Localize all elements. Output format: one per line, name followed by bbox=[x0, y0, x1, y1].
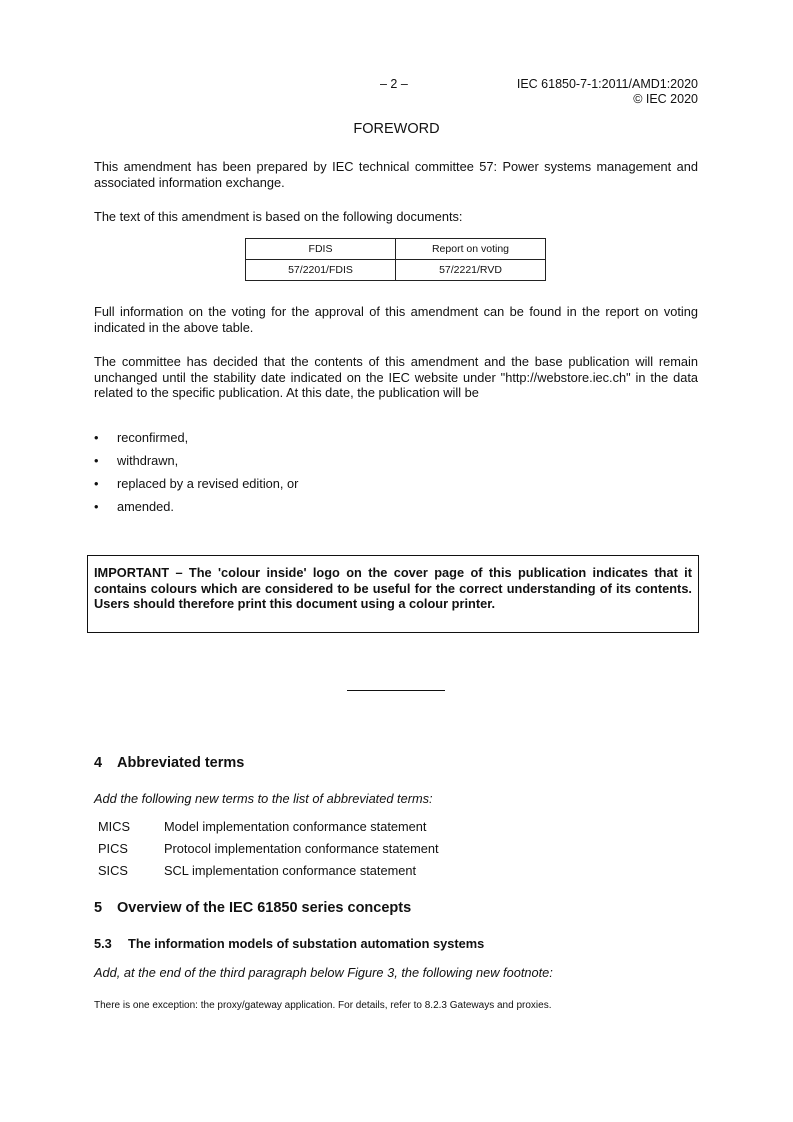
foreword-paragraph-committee: This amendment has been prepared by IEC technical committee 57: Power systems management and associated information exchange. bbox=[94, 159, 698, 190]
bullet-icon: • bbox=[94, 453, 99, 468]
list-item bbox=[94, 476, 298, 499]
term-abbreviation: MICS bbox=[98, 819, 130, 834]
copyright: © IEC 2020 bbox=[633, 92, 698, 106]
page-number: – 2 – bbox=[380, 77, 408, 91]
term-definition: SCL implementation conformance statement bbox=[164, 863, 417, 878]
section-5-3-instruction: Add, at the end of the third paragraph below Figure 3, the following new footnote: bbox=[94, 965, 553, 980]
table-cell-fdis: 57/2201/FDIS bbox=[246, 260, 396, 281]
doc-id: IEC 61850-7-1:2011/AMD1:2020 bbox=[516, 77, 698, 91]
section-5-heading bbox=[94, 900, 411, 916]
list-item-text: amended. bbox=[117, 499, 174, 514]
term-abbreviation: PICS bbox=[98, 841, 128, 856]
list-item-text: reconfirmed, bbox=[117, 430, 189, 445]
section-number: 5 bbox=[94, 900, 103, 916]
bullet-icon: • bbox=[94, 430, 99, 445]
table-header-report: Report on voting bbox=[396, 239, 546, 260]
section-title: The information models of substation automation systems bbox=[128, 936, 485, 951]
foreword-paragraph-documents: The text of this amendment is based on the following documents: bbox=[94, 209, 463, 224]
section-4-instruction: Add the following new terms to the list of abbreviated terms: bbox=[94, 791, 433, 806]
document-identifier bbox=[517, 77, 698, 107]
foreword-paragraph-stability: The committee has decided that the contents of this amendment and the base publication will remain unchanged until the stability date indicated on the IEC website under "http://webstore.iec.ch" in the data related to the specific publication. At this date, the publication will be bbox=[94, 354, 698, 400]
bullet-icon: • bbox=[94, 476, 99, 491]
list-item bbox=[94, 499, 298, 522]
table-cell-rvd: 57/2221/RVD bbox=[396, 260, 546, 281]
table-header-row bbox=[246, 239, 546, 260]
list-item-text: withdrawn, bbox=[117, 453, 179, 468]
section-number: 5.3 bbox=[94, 936, 112, 951]
section-number: 4 bbox=[94, 755, 103, 771]
bullet-icon: • bbox=[94, 499, 99, 514]
table-row bbox=[246, 260, 546, 281]
table-header-fdis: FDIS bbox=[246, 239, 396, 260]
section-4-heading bbox=[94, 755, 244, 771]
foreword-paragraph-voting: Full information on the voting for the approval of this amendment can be found in the report on voting indicated in the above table. bbox=[94, 304, 698, 335]
foreword-title: FOREWORD bbox=[353, 121, 440, 137]
list-item bbox=[94, 453, 298, 476]
list-item bbox=[98, 863, 439, 885]
list-item bbox=[98, 841, 439, 863]
list-item bbox=[98, 819, 439, 841]
term-definition: Protocol implementation conformance statement bbox=[164, 841, 439, 856]
section-title: Abbreviated terms bbox=[117, 755, 245, 771]
section-divider bbox=[347, 690, 445, 691]
voting-documents-table bbox=[245, 238, 546, 281]
section-5-3-heading bbox=[94, 936, 484, 951]
term-abbreviation: SICS bbox=[98, 863, 128, 878]
footnote-text: There is one exception: the proxy/gateway application. For details, refer to 8.2.3 Gateways and proxies. bbox=[94, 1000, 552, 1011]
publication-outcome-list bbox=[94, 430, 298, 522]
important-notice-box bbox=[87, 555, 699, 633]
list-item-text: replaced by a revised edition, or bbox=[117, 476, 299, 491]
section-title: Overview of the IEC 61850 series concepts bbox=[117, 900, 412, 916]
abbreviated-terms-list bbox=[98, 819, 439, 885]
list-item bbox=[94, 430, 298, 453]
term-definition: Model implementation conformance statement bbox=[164, 819, 427, 834]
important-notice-text: IMPORTANT – The 'colour inside' logo on the cover page of this publication indicates that it contains colours which are considered to be useful for the correct understanding of its contents. Users should therefore print this document using a colour printer. bbox=[94, 565, 692, 611]
